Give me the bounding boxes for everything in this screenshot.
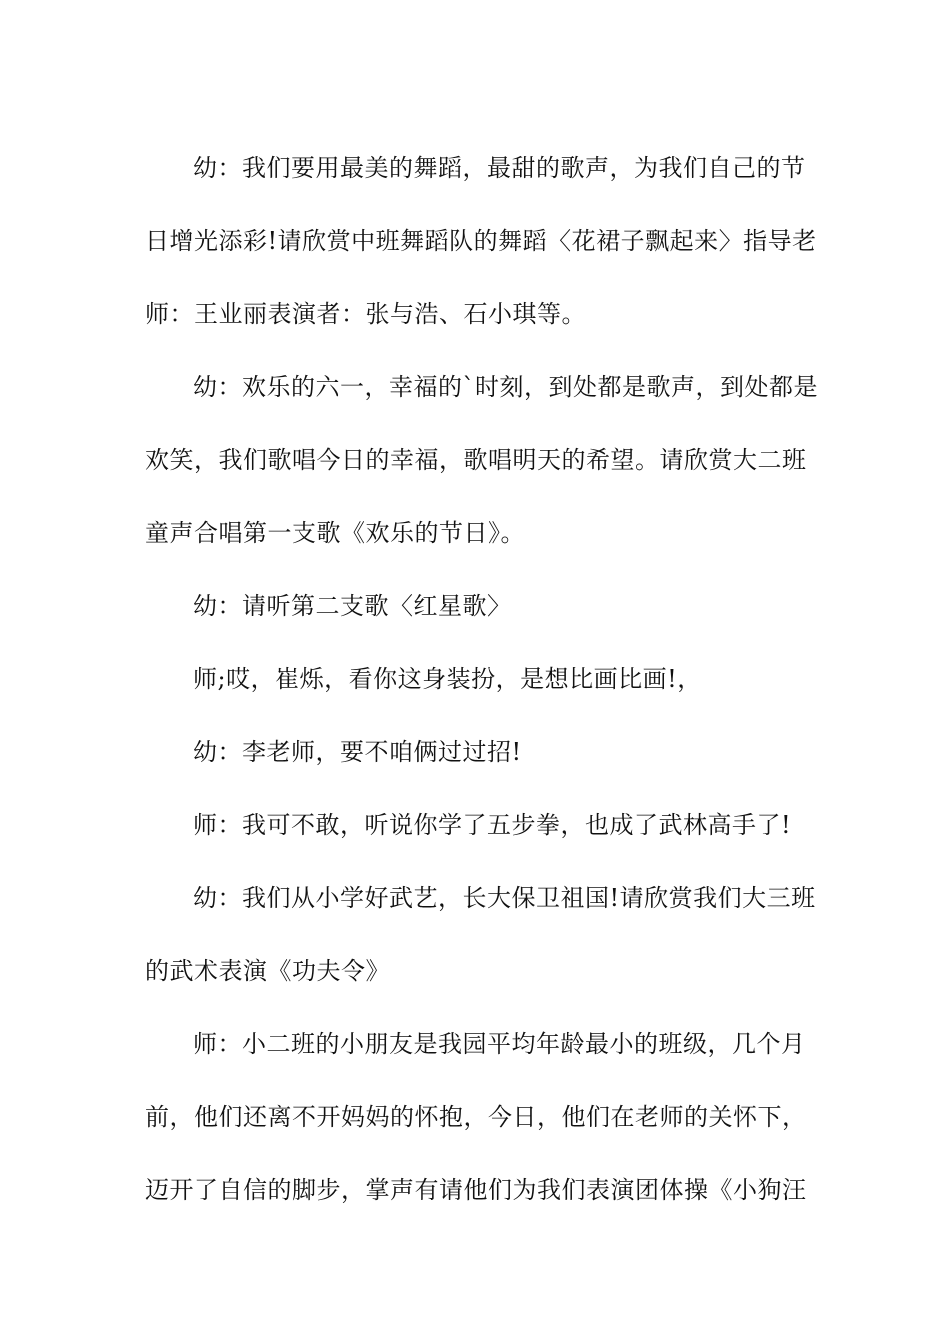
paragraph: [145, 643, 810, 716]
paragraph: [145, 132, 817, 351]
paragraph: [145, 351, 818, 570]
text-line: 日增光添彩!请欣赏中班舞蹈队的舞蹈〈花裙子飘起来〉指导老: [145, 227, 817, 255]
text-line: 欢笑，我们歌唱今日的幸福，歌唱明天的希望。请欣赏大二班: [145, 446, 807, 474]
text-line: 幼：我们从小学好武艺，长大保卫祖国!请欣赏我们大三班: [193, 884, 816, 912]
text-line: 幼：请听第二支歌〈红星歌〉: [193, 592, 512, 620]
text-line: 幼：李老师，要不咱俩过过招!: [193, 738, 522, 766]
text-line: 幼：我们要用最美的舞蹈，最甜的歌声，为我们自己的节: [193, 154, 806, 182]
text-line: 的武术表演《功夫令》: [145, 957, 390, 985]
paragraph: [145, 570, 810, 643]
text-line: 师：王业丽表演者：张与浩、石小琪等。: [145, 300, 586, 328]
text-line: 幼：欢乐的六一，幸福的`时刻，到处都是歌声，到处都是: [193, 373, 818, 401]
paragraph: [145, 1008, 810, 1227]
text-line: 前，他们还离不开妈妈的怀抱，今日，他们在老师的关怀下，: [145, 1103, 807, 1131]
paragraph: [145, 789, 810, 862]
paragraph: [145, 716, 810, 789]
paragraph: [145, 862, 816, 1008]
text-line: 师：小二班的小朋友是我园平均年龄最小的班级，几个月: [193, 1030, 806, 1058]
document-body: [145, 132, 818, 1227]
text-line: 迈开了自信的脚步，掌声有请他们为我们表演团体操《小狗汪: [145, 1176, 807, 1204]
text-line: 师：我可不敢，听说你学了五步拳，也成了武林高手了!: [193, 811, 792, 839]
text-line: 童声合唱第一支歌《欢乐的节日》。: [145, 519, 525, 547]
text-line: 师;哎，崔烁，看你这身装扮，是想比画比画!，: [193, 665, 702, 693]
